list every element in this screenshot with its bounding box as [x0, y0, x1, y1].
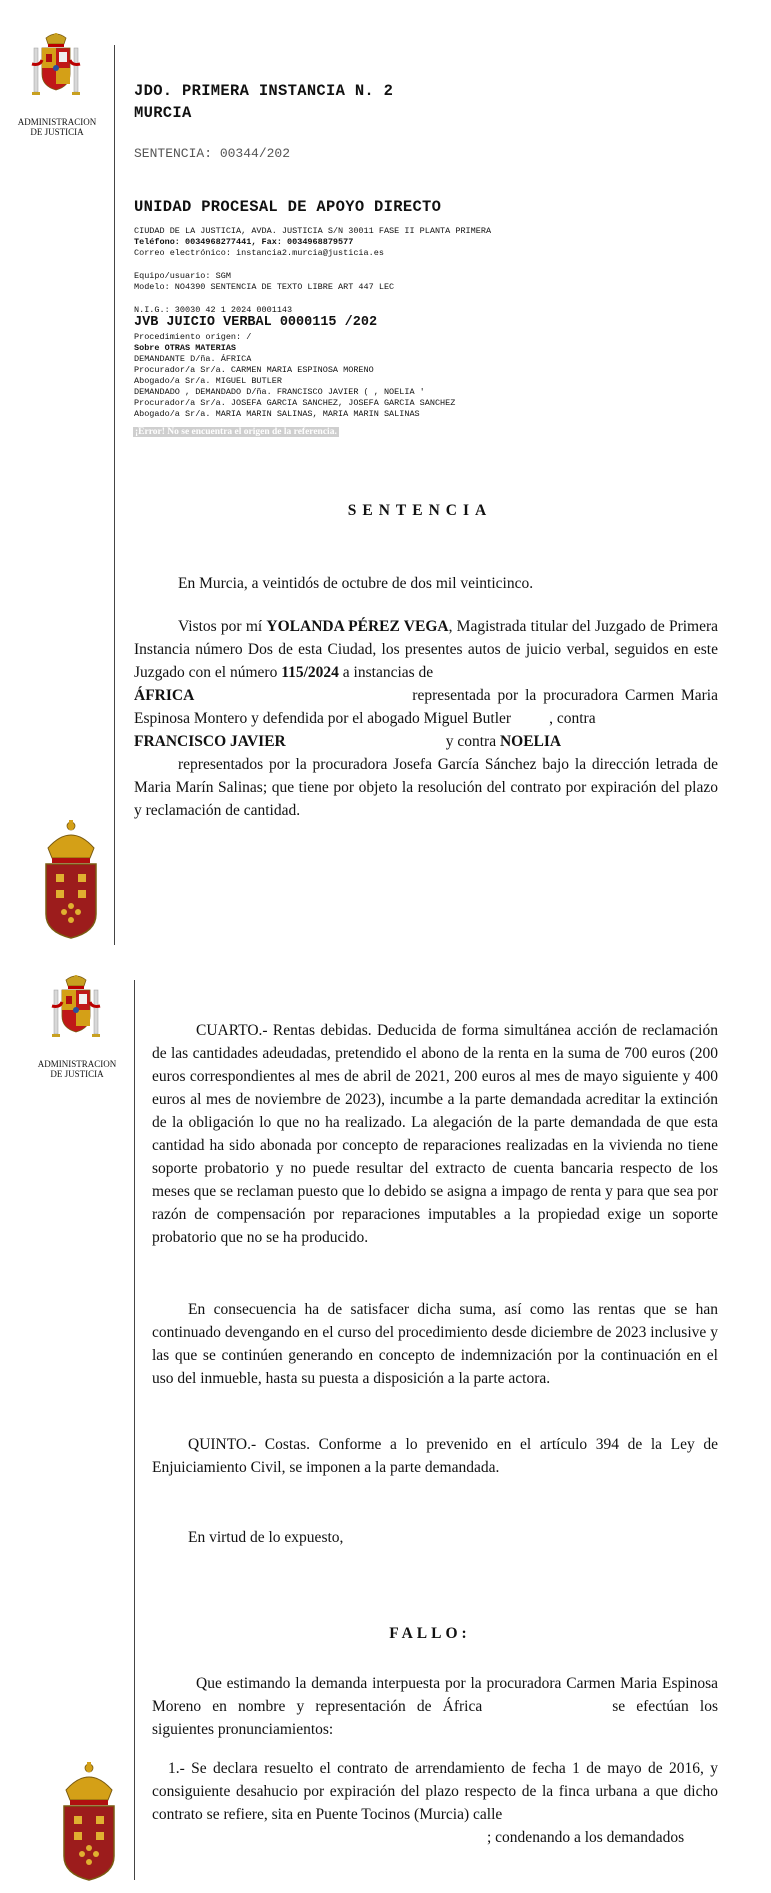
- punto1-text: 1.- Se declara resuelto el contrato de arrendamiento de fecha 1 de mayo de 2016, y consiguiente desahucio por expiración del plazo respecto de la finca urbana a que dicho contrato se refiere, sita en Puente Tocinos (Murcia) calle: [152, 1760, 718, 1823]
- y-contra: y contra: [445, 733, 500, 750]
- consecuencia-paragraph: En consecuencia ha de satisfacer dicha suma, así como las rentas que se han continuado devengando en el curso del procedimiento desde diciembre de 2023 inclusive y las que se continúen generando en concepto de indemnización por la continuación en el uso del inmueble, hasta su puesta a disposición a la parte actora.: [152, 1301, 718, 1387]
- emblem-caption: [27, 1059, 127, 1079]
- coat-of-arms-icon: [30, 30, 82, 114]
- document-page-2: [0, 960, 771, 1893]
- murcia-emblem-icon: [38, 818, 104, 940]
- judge-name: YOLANDA PÉREZ VEGA: [266, 618, 449, 635]
- court-city: MURCIA: [134, 104, 192, 122]
- court-name: JDO. PRIMERA INSTANCIA N. 2: [134, 82, 394, 100]
- emblem-caption-line2: DE JUSTICIA: [50, 1069, 104, 1079]
- date-paragraph: En Murcia, a veintidós de octubre de dos mil veinticinco.: [178, 575, 534, 592]
- sentencia-title: SENTENCIA: [347, 502, 493, 519]
- plaintiff-representation: representada por la procuradora Carmen Maria Espinosa Montero y defendida por el abogado Miguel Butler: [134, 687, 718, 727]
- procurador-demandante: Procurador/a Sr/a. CARMEN MARIA ESPINOSA MORENO: [134, 365, 374, 375]
- fallo-title: FALLO:: [389, 1625, 471, 1642]
- defendants-representation: representados por la procuradora Josefa García Sánchez bajo la dirección letrada de Maria Marín Salinas; que tiene por objeto la resolución del contrato por expiración del plazo y reclamación de cantidad.: [134, 756, 718, 819]
- fallo-text: Que estimando la demanda interpuesta por la procuradora Carmen Maria Espinosa Moreno en nombre y representación de África: [152, 1675, 718, 1715]
- demandado: DEMANDADO , DEMANDADO D/ña. FRANCISCO JAVIER ( , NOELIA ': [134, 387, 425, 397]
- demandante: DEMANDANTE D/ña. ÁFRICA: [134, 354, 252, 364]
- case-number: JVB JUICIO VERBAL 0000115 /202: [134, 315, 378, 330]
- murcia-emblem-icon: [56, 1760, 122, 1882]
- fallo-paragraph: [152, 1672, 718, 1741]
- punto1-text-end: ; condenando a los demandados: [487, 1829, 685, 1846]
- vistos-instancias: a instancias de: [338, 664, 434, 681]
- emblem-caption-line1: ADMINISTRACION: [17, 117, 97, 127]
- vistos-text: , Magistrada titular del Juzgado de Primera Instancia número Dos de esta Ciudad, los presentes autos de juicio verbal, seguidos en este Juzgado con el número: [134, 618, 719, 681]
- unit-title: UNIDAD PROCESAL DE APOYO DIRECTO: [134, 198, 442, 216]
- abogado-demandado: Abogado/a Sr/a. MARIA MARIN SALINAS, MARIA MARIN SALINAS: [134, 409, 420, 419]
- emblem-caption-line1: ADMINISTRACION: [37, 1059, 117, 1069]
- vistos-intro: Vistos por mí: [178, 618, 267, 635]
- nig: N.I.G.: 30030 42 1 2024 0001143: [134, 305, 293, 315]
- emblem-caption-line2: DE JUSTICIA: [30, 127, 84, 137]
- case-number-inline: 115/2024: [281, 664, 339, 681]
- procedimiento-origen: Procedimiento origen: /: [134, 332, 252, 342]
- defendant2-name: NOELIA: [499, 733, 562, 750]
- vistos-paragraph: [134, 615, 718, 822]
- defendant1-name: FRANCISCO JAVIER: [134, 733, 286, 750]
- sobre: Sobre OTRAS MATERIAS: [134, 343, 237, 353]
- plaintiff-name: ÁFRICA: [134, 687, 195, 704]
- quinto-paragraph: QUINTO.- Costas. Conforme a lo prevenido en el artículo 394 de la Ley de Enjuiciamiento Civil, se imponen a la parte demandada.: [152, 1436, 718, 1476]
- court-phone: Teléfono: 0034968277441, Fax: 0034968879577: [134, 237, 354, 247]
- margin-rule: [134, 980, 135, 1880]
- margin-rule: [114, 45, 115, 945]
- punto1-paragraph: [152, 1757, 718, 1849]
- cuarto-paragraph: CUARTO.- Rentas debidas. Deducida de forma simultánea acción de reclamación de las cantidades adeudadas, pretendido el abono de la renta en la suma de 700 euros (200 euros correspondientes al mes de abril de 2021, 200 euros al mes de mayo siguiente y 400 euros al mes de noviembre de 2023), incumbe a la parte demandada acreditar la extinción de la obligación lo que no ha realizado. La alegación de la parte demandada de que esta cantidad ha sido abonada por concepto de reparaciones realizadas en la vivienda no tiene soporte probatorio y no puede resultar del extracto de cuenta bancaria respecto de los meses que se reclaman puesto que lo debido se asigna a impago de renta y para que sea por razón de compensación por reparaciones imputables a la propiedad exige un soporte probatorio que no se ha producido.: [152, 1022, 718, 1246]
- court-email: Correo electrónico: instancia2.murcia@justicia.es: [134, 248, 384, 258]
- procurador-demandado: Procurador/a Sr/a. JOSEFA GARCIA SANCHEZ, JOSEFA GARCIA SANCHEZ: [134, 398, 456, 408]
- emblem-caption: [7, 117, 107, 137]
- sentencia-reference: SENTENCIA: 00344/202: [134, 146, 291, 161]
- coat-of-arms-icon: [50, 972, 102, 1056]
- equipo-usuario: Equipo/usuario: SGM: [134, 271, 231, 281]
- abogado-demandante: Abogado/a Sr/a. MIGUEL BUTLER: [134, 376, 282, 386]
- modelo: Modelo: NO4390 SENTENCIA DE TEXTO LIBRE ART 447 LEC: [134, 282, 395, 292]
- court-address: CIUDAD DE LA JUSTICIA, AVDA. JUSTICIA S/N 30011 FASE II PLANTA PRIMERA: [134, 226, 492, 236]
- virtud-paragraph: En virtud de lo expuesto,: [188, 1529, 344, 1546]
- reference-error-text: ¡Error! No se encuentra el origen de la referencia.: [135, 427, 337, 437]
- reference-error: [133, 421, 339, 439]
- contra: , contra: [549, 710, 596, 727]
- fallo-text-end: se efectúan los siguientes pronunciamientos:: [152, 1698, 718, 1738]
